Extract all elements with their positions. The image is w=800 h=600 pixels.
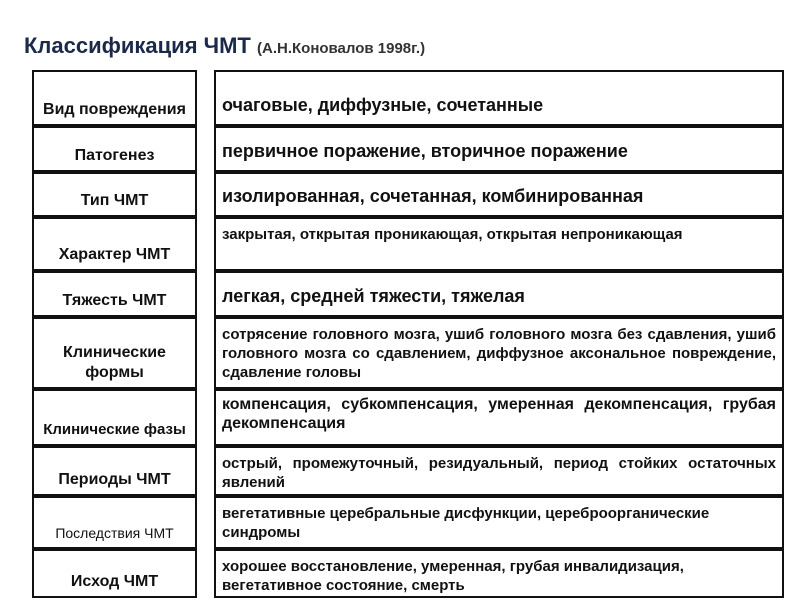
row-label-patogenez: Патогенез <box>32 126 197 172</box>
row-label-tip: Тип ЧМТ <box>32 172 197 217</box>
row-value-vid: очаговые, диффузные, сочетанные <box>214 70 784 126</box>
row-value-harakter: закрытая, открытая проникающая, открытая непроникающая <box>214 217 784 271</box>
row-label-tyazhest: Тяжесть ЧМТ <box>32 271 197 317</box>
row-value-formy: сотрясение головного мозга, ушиб головного мозга без сдавления, ушиб головного мозга со сдавлением, диффузное аксональное повреждение, сдавление головы <box>214 317 784 389</box>
row-value-posledstviya: вегетативные церебральные дисфункции, цереброорганические синдромы <box>214 496 784 549</box>
row-value-ishod: хорошее восстановление, умеренная, грубая инвалидизация, вегетативное состояние, смерть <box>214 549 784 598</box>
row-value-periody: острый, промежуточный, резидуальный, период стойких остаточных явлений <box>214 446 784 496</box>
row-label-posledstviya: Последствия ЧМТ <box>32 496 197 549</box>
row-value-patogenez: первичное поражение, вторичное поражение <box>214 126 784 172</box>
title-subtitle: (А.Н.Коновалов 1998г.) <box>257 40 426 57</box>
row-value-tyazhest: легкая, средней тяжести, тяжелая <box>214 271 784 317</box>
row-label-fazy: Клинические фазы <box>32 389 197 446</box>
row-label-harakter: Характер ЧМТ <box>32 217 197 271</box>
row-value-fazy: компенсация, субкомпенсация, умеренная декомпенсация, грубая декомпенсация <box>214 389 784 446</box>
row-value-tip: изолированная, сочетанная, комбинированная <box>214 172 784 217</box>
row-label-vid: Вид повреждения <box>32 70 197 126</box>
row-label-periody: Периоды ЧМТ <box>32 446 197 496</box>
row-label-ishod: Исход ЧМТ <box>32 549 197 598</box>
row-label-formy: Клинические формы <box>32 317 197 389</box>
title-main: Классификация ЧМТ <box>24 33 251 58</box>
page-title <box>24 33 425 59</box>
